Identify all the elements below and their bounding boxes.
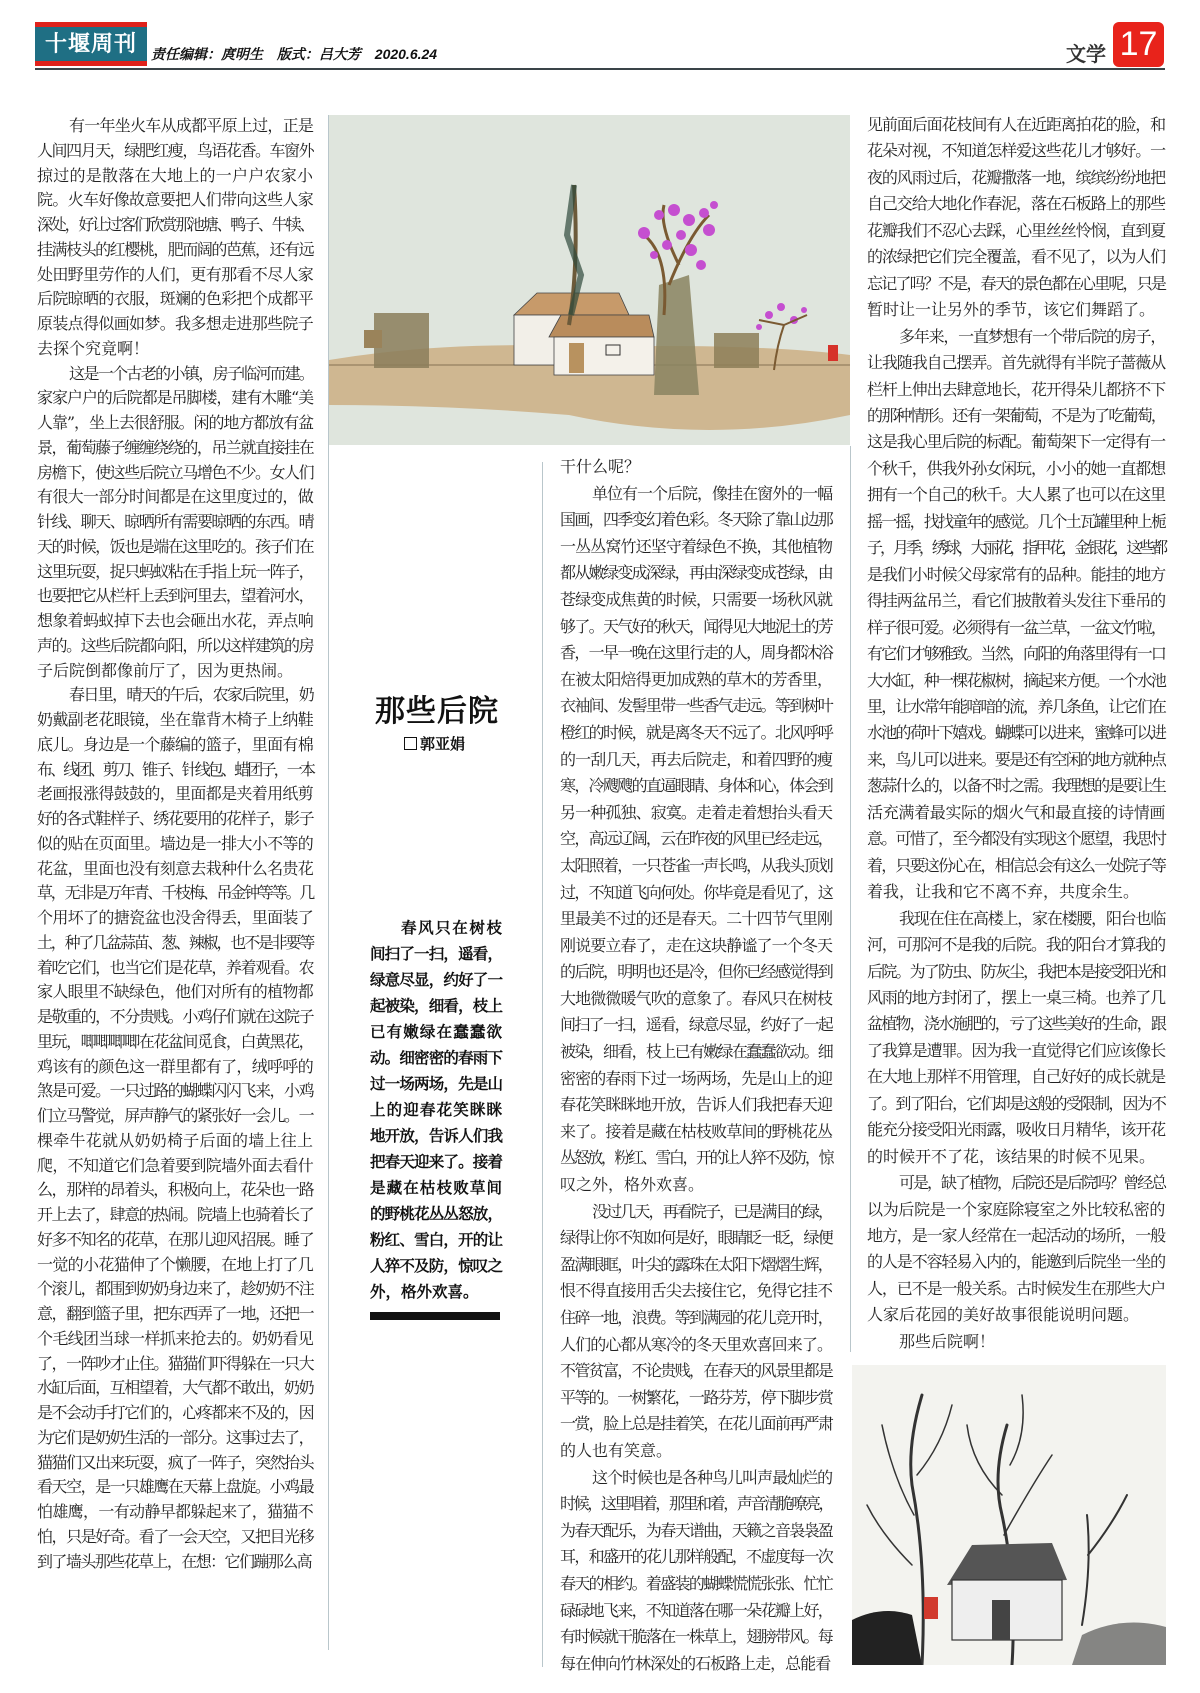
- pull-quote-line: 是藏在枯枝败草间: [370, 1178, 502, 1197]
- text-line: 个毛线团当球一样抓来抢去的。奶奶看见: [37, 1328, 313, 1348]
- text-line: 太阳照着，一只苍雀一声长鸣，从我头顶划: [560, 855, 832, 875]
- section-label: 文学: [1066, 44, 1106, 66]
- text-line: 让我随我自己摆弄。首先就得有半院子蔷薇从: [867, 353, 1165, 373]
- text-line: 我现在住在高楼上，家在楼腰，阳台也临: [899, 908, 1165, 928]
- paragraph: [867, 906, 1165, 1171]
- author-name: 郭亚娟: [420, 736, 466, 753]
- text-line: 好多不知名的花草，在那儿迎风招展。睡了: [37, 1229, 313, 1249]
- text-line: 一丛丛窝竹还坚守着绿色不换，其他植物: [560, 536, 832, 556]
- text-line: 老画报涨得鼓鼓的，里面都是夹着用纸剪: [37, 784, 313, 804]
- text-line: 想象着蚂蚁掉下去也会砸出水花，弄点响: [37, 611, 313, 630]
- column-divider: [850, 446, 851, 1352]
- text-line: 暂时让一让另外的季节，该它们舞蹈了。: [867, 300, 1156, 320]
- text-line: 处田野里劳作的人们，更有那看不尽人家: [37, 264, 313, 284]
- column-divider: [542, 462, 543, 1667]
- text-line: 水池的荷叶下嬉戏。蝴蝶可以进来，蜜蜂可以进: [867, 723, 1165, 743]
- rock-icon: [374, 313, 429, 368]
- text-line: 大水缸，种一棵花椒树，摘起来方便。一个水池: [867, 670, 1165, 690]
- pull-quote-line: 上的迎春花笑眯眯: [370, 1100, 502, 1119]
- text-line: 一觉的小花猫伸了个懒腰，在地上打了几: [37, 1254, 313, 1274]
- pull-quote-line: 把春天迎来了。接着: [370, 1152, 502, 1171]
- text-line: 栏杆上伸出去肆意地长，花开得朵儿都挤不下: [867, 379, 1165, 399]
- text-line: 子后院倒都像前厅了，因为更热闹。: [37, 660, 294, 680]
- text-line: 风雨的地方封闭了，摆上一桌三椅。也养了几: [867, 987, 1165, 1007]
- text-line: 够了。天气好的秋天，闻得见大地泥土的芳: [560, 616, 832, 636]
- article-title: 那些后院: [375, 694, 499, 729]
- text-line: 为春天配乐，为春天谱曲，天籁之音袅袅盈: [560, 1520, 832, 1540]
- text-line: 没过几天，再看院子，已是满目的绿，: [592, 1201, 832, 1221]
- text-line: 着，只要这份心在，相信总会有这么一处院子等: [867, 855, 1165, 875]
- text-line: 个秋千，供我外孙女闲玩，小小的她一直都想: [867, 458, 1165, 478]
- text-line: 国画，四季变幻着色彩。冬天除了靠山边那: [560, 510, 832, 530]
- text-line: 的那种情形。还有一架葡萄，不是为了吃葡萄，: [867, 405, 1165, 425]
- text-line: 样子很可爱。必须得有一盆兰草，一盆文竹啦，: [867, 617, 1165, 637]
- text-line: 寒，冷飕飕的直逼眼睛、身体和心，体会到: [560, 776, 832, 796]
- text-line: 个滚儿，都围到奶奶身边来了，趁奶奶不注: [37, 1279, 313, 1299]
- byline-box-icon: [404, 737, 417, 750]
- text-line: 可是，缺了植物，后院还是后院吗？曾经总: [899, 1173, 1165, 1193]
- paragraph: [867, 112, 1165, 324]
- pull-quote-line: 春风只在树枝: [401, 918, 502, 937]
- layout-credit: 版式：吕大芳: [276, 46, 361, 62]
- text-line: 猫猫们又出来玩耍，疯了一阵子，突然抬头: [37, 1452, 313, 1472]
- text-line: 似的贴在页面里。墙边是一排大小不等的: [37, 833, 313, 853]
- text-line: 这里玩耍，捉只蚂蚁粘在手指上玩一阵子，: [37, 561, 313, 581]
- text-line: 爬，不知道它们急着要到院墙外面去看什: [37, 1155, 313, 1175]
- pull-quote-line: 人猝不及防，惊叹之: [370, 1256, 502, 1275]
- text-line: 布、线团、剪刀、锥子、针线包、蜡团子，一本: [37, 759, 313, 779]
- artist-seal-icon: [924, 1597, 938, 1619]
- text-line: 叹之外，格外欢喜。: [560, 1175, 705, 1195]
- editor-credit: 责任编辑：庹明生: [151, 46, 263, 62]
- text-line: 都从嫩绿变成深绿，再由深绿变成苍绿，由: [560, 563, 832, 583]
- text-line: 间扫了一扫，遥看，绿意尽显，约好了一起: [560, 1015, 832, 1035]
- text-line: 声的。这些后院都向阳，所以这样建筑的房: [37, 635, 313, 655]
- text-line: 个用坏了的搪瓷盆也没舍得丢，里面装了: [37, 908, 313, 927]
- text-line: 针线、聊天、晾晒所有需要晾晒的东西。晴: [37, 512, 313, 531]
- text-line: 土，种了几盆蒜苗、葱、辣椒，也不是非要等: [37, 932, 313, 952]
- text-line: 以为后院是一个家庭除寝室之外比较私密的: [867, 1199, 1165, 1219]
- text-line: 这是一个古老的小镇，房子临河而建。: [69, 363, 313, 383]
- text-line: 的一刮几天，再去后院走，和着四野的瘦: [560, 749, 832, 769]
- text-line: 底儿。身边是一个藤编的篮子，里面有棉: [37, 734, 313, 754]
- text-line: 苍绿变成焦黄的时候，只需要一场秋风就: [560, 589, 832, 609]
- text-line: 着我，让我和它不离不弃，共度余生。: [867, 882, 1140, 902]
- text-line: 也要把它从栏杆上丢到河里去，望着河水，: [37, 586, 313, 606]
- text-line: 这个时候也是各种鸟儿叫声最灿烂的: [592, 1467, 832, 1487]
- text-line: 空，高远辽阔，云在昨夜的风里已经走远，: [560, 829, 832, 849]
- paragraph: [867, 1170, 1165, 1329]
- text-line: 花瓣我们不忍心去踩，心里丝丝怜悯，直到夏: [867, 220, 1165, 240]
- text-line: 绿得让你不知如何是好，眼睛眨一眨，绿便: [560, 1228, 832, 1248]
- text-line: 这是我心里后院的标配。葡萄架下一定得有一: [867, 432, 1165, 452]
- text-line: 水缸后面，互相望着，大气都不敢出，奶奶: [37, 1378, 313, 1398]
- text-line: 人，已不是一般关系。古时候发生在那些大户: [867, 1278, 1165, 1298]
- text-line: 每在伸向竹林深处的石板路上走，总能看: [560, 1653, 831, 1673]
- pull-quote-line: 间扫了一扫，遥看，: [370, 944, 502, 963]
- text-line: 是我们小时候父母家常有的品种。能挂的地方: [867, 564, 1165, 584]
- text-line: 花朵对视，不知道怎样爱这些花儿才够好。一: [867, 141, 1165, 161]
- text-line: 好的各式鞋样子、绣花要用的花样子，影子: [37, 809, 313, 828]
- text-line: 地方，是一家人经常在一起活动的场所，一般: [867, 1226, 1165, 1246]
- text-line: 另一种孤独、寂寞。走着走着想抬头看天: [560, 802, 832, 822]
- landscape-painting-illustration: [329, 115, 850, 445]
- text-line: 房檐下，使这些后院立马增色不少。女人们: [37, 462, 313, 482]
- text-line: 意，翻到篮子里，把东西弄了一地，还把一: [37, 1304, 313, 1323]
- text-line: 春天的相约。着盛装的蝴蝶慌慌张张、忙忙: [560, 1573, 832, 1593]
- text-line: 夜的风雨过后，花瓣撒落一地，缤缤纷纷地把: [867, 167, 1165, 187]
- text-line: 过，不知道飞向何处。你毕竟是看见了，这: [560, 882, 832, 902]
- text-line: 多年来，一直梦想有一个带后院的房子，: [899, 326, 1165, 346]
- paragraph: [560, 481, 832, 1199]
- pull-quote-line: 动。细密密的春雨下: [370, 1048, 502, 1067]
- pull-quote-line: 外，格外欢喜。: [370, 1282, 479, 1301]
- paragraph: [560, 454, 832, 481]
- text-line: 那些后院啊！: [899, 1331, 996, 1351]
- text-line: 盈满眼眶，叶尖的露珠在太阳下熠熠生辉，: [560, 1254, 832, 1274]
- text-line: 开上去了，肆意的热闹。院墙上也骑着长了: [37, 1205, 313, 1224]
- text-line: 着吃它们，也当它们是花草，养着观看。农: [37, 957, 313, 977]
- text-line: 的人是不容轻易入内的，能邀到后院坐一坐的: [867, 1252, 1165, 1272]
- paragraph: [560, 1465, 832, 1678]
- text-line: 煞是可爱。一只过路的蝴蝶闪闪飞来，小鸡: [37, 1081, 313, 1101]
- text-line: 挂满枝头的红樱桃，肥而阔的芭蕉，还有远: [37, 239, 313, 259]
- text-line: 的时候开不了花，该结果的时候不见果。: [867, 1146, 1156, 1166]
- text-line: 掠过的是散落在大地上的一户户农家小: [37, 165, 313, 185]
- text-line: 怕雄鹰，一有动静早都躲起来了，猫猫不: [37, 1502, 313, 1521]
- text-line: 了，一阵吵才止住。猫猫们吓得躲在一只大: [37, 1353, 313, 1373]
- text-line: 看天空，是一只雄鹰在天幕上盘旋。小鸡最: [37, 1477, 313, 1497]
- text-line: 衣袖间、发髻里带一些香气走远。等到树叶: [560, 696, 832, 716]
- text-line: 家人眼里不缺绿色，他们对所有的植物都: [37, 982, 313, 1002]
- header-rule: [35, 68, 1165, 70]
- text-line: 摇一摇，找找童年的感觉。几个土瓦罐里种上栀: [867, 511, 1165, 531]
- article-column-3: [867, 112, 1165, 1355]
- text-line: 子，月季，绣球，大丽花，指甲花，金银花，这些都: [867, 538, 1165, 558]
- pull-quote-line: 的野桃花丛丛怒放，: [370, 1204, 502, 1223]
- paragraph: [37, 683, 313, 1574]
- text-line: 大地微微暖气吹的意象了。春风只在树枝: [560, 988, 832, 1008]
- text-line: 密密的春雨下过一场两场，先是山上的迎: [560, 1068, 832, 1088]
- text-line: 景，葡萄藤子缠缠绕绕的，吊兰就直接挂在: [37, 437, 313, 457]
- pull-quote-line: 过一场两场，先是山: [370, 1074, 502, 1093]
- text-line: 恨不得直接用舌尖去接住它，免得它挂不: [560, 1281, 832, 1301]
- pull-quote-line: 粉红、雪白，开的让: [370, 1230, 502, 1249]
- text-line: 了。到了阳台，它们却是这般的受限制，因为不: [867, 1093, 1165, 1113]
- text-line: 有很大一部分时间都是在这里度过的，做: [37, 487, 313, 507]
- text-line: 么，那样的昂着头，积极向上，花朵也一路: [37, 1180, 313, 1200]
- text-line: 活充满着最实际的烟火气和最直接的诗情画: [867, 802, 1165, 822]
- text-line: 能充分接受阳光雨露，吸收日月精华，该开花: [867, 1120, 1165, 1140]
- pull-quote-line: 起被染，细看，枝上: [370, 996, 502, 1015]
- text-line: 葱蒜什么的，以备不时之需。我理想的是要让生: [867, 776, 1165, 796]
- text-line: 里玩，唧唧唧唧在花盆间觅食，白黄黑花，: [37, 1031, 313, 1051]
- article-column-1: [37, 114, 313, 1574]
- text-line: 春花笑眯眯地开放，告诉人们我把春天迎: [560, 1095, 832, 1115]
- text-line: 橙红的时候，就是离冬天不远了。北风呼呼: [560, 722, 832, 742]
- text-line: 的浓绿把它们完全覆盖，看不见了，以为人们: [867, 247, 1165, 267]
- text-line: 鸡该有的颜色这一群里都有了，绒呼呼的: [37, 1056, 313, 1076]
- text-line: 刚说要立春了，走在这块静谧了一个冬天: [560, 935, 832, 955]
- text-line: 天的时候，饭也是端在这里吃的。孩子们在: [37, 536, 313, 556]
- paragraph: [37, 114, 313, 362]
- paragraph: [867, 1329, 1165, 1355]
- text-line: 春日里，晴天的午后，农家后院里，奶: [69, 685, 313, 705]
- text-line: 香，一早一晚在这里行走的人，周身都沐浴: [560, 643, 832, 663]
- text-line: 草，无非是万年青、千枝梅、吊金钟等等。几: [37, 883, 313, 903]
- text-line: 在大地上那样不用管理，自己好好的成长就是: [867, 1067, 1165, 1087]
- text-line: 得挂两盆吊兰，看它们披散着头发往下垂吊的: [867, 591, 1165, 611]
- pull-quote-line: 地开放，告诉人们我: [370, 1126, 502, 1145]
- article-column-2: [560, 454, 832, 1677]
- text-line: 花盆，里面也没有刻意去栽种什么名贵花: [37, 858, 313, 878]
- pull-quote-bar: [370, 1312, 500, 1320]
- text-line: 丛怒放，粉红、雪白，开的让人猝不及防，惊: [560, 1148, 832, 1168]
- text-line: 的人也有笑意。: [560, 1440, 673, 1460]
- text-line: 干什么呢？: [560, 457, 641, 476]
- text-line: 有时候就干脆落在一株草上，翅膀带风。每: [560, 1627, 832, 1647]
- text-line: 里，让水常年能喑喑的流，养几条鱼，让它们在: [867, 696, 1165, 716]
- text-line: 有它们才够雅致。当然，向阳的角落里得有一口: [867, 644, 1165, 664]
- masthead-meta: [151, 44, 447, 64]
- text-line: 忘记了吗？不是，春天的景色都在心里呢，只是: [867, 273, 1165, 293]
- text-line: 院。火车好像故意要把人们带向这些人家: [37, 190, 313, 210]
- artist-seal-icon: [828, 345, 838, 361]
- text-line: 后院晾晒的衣服，斑斓的色彩把个成都平: [37, 289, 313, 309]
- text-line: 见前面后面花枝间有人在近距离拍花的脸，和: [867, 115, 1165, 134]
- paragraph: [37, 362, 313, 684]
- text-line: 人们的心都从寒冷的冬天里欢喜回来了。: [560, 1334, 832, 1354]
- text-line: 的后院，明明也还是冷，但你已经感觉得到: [560, 962, 832, 982]
- text-line: 河，可那河不是我的后院。我的阳台才算我的: [867, 935, 1165, 955]
- text-line: 棵牵牛花就从奶奶椅子后面的墙上往上: [37, 1130, 313, 1150]
- pull-quote-line: 绿意尽显，约好了一: [370, 970, 502, 989]
- newspaper-logo: 十堰周刊: [35, 22, 147, 66]
- text-line: 意。可惜了，至今都没有实现这个愿望，我思忖: [867, 829, 1165, 849]
- text-line: 人靠”，坐上去很舒服。闲的地方都放有盆: [37, 413, 313, 432]
- text-line: 家家户户的后院都是吊脚楼，建有木雕“美: [37, 388, 313, 408]
- text-line: 一赏，脸上总是挂着笑，在花儿面前再严肃: [560, 1414, 832, 1434]
- issue-date: 2020.6.24: [374, 46, 438, 62]
- text-line: 奶戴副老花眼镜，坐在靠背木椅子上纳鞋: [37, 710, 313, 729]
- text-line: 人间四月天，绿肥红瘦，鸟语花香。车窗外: [37, 140, 313, 160]
- text-line: 在被太阳焙得更加成熟的草木的芳香里，: [560, 669, 832, 689]
- text-line: 深处，好让过客们欣赏那池塘、鸭子、牛犊、: [37, 215, 313, 234]
- text-line: 时候，这里唱着，那里和着，声音清脆嘹亮，: [560, 1494, 832, 1514]
- page-number-badge: 17: [1113, 22, 1164, 67]
- text-line: 去探个究竟啊！: [37, 338, 150, 358]
- text-line: 不管贫富，不论贵贱，在春天的风景里都是: [560, 1361, 832, 1381]
- text-line: 来了。接着是藏在枯枝败草间的野桃花丛: [560, 1121, 832, 1141]
- ink-painting-illustration: [852, 1365, 1166, 1665]
- text-line: 自己交给大地化作春泥，落在石板路上的那些: [867, 194, 1165, 214]
- text-line: 有一年坐火车从成都平原上过，正是: [69, 116, 313, 135]
- paragraph: [867, 324, 1165, 906]
- text-line: 住碎一地，浪费。等到满园的花儿竞开时，: [560, 1308, 832, 1327]
- text-line: 是不会动手打它们的，心疼都来不及的，因: [37, 1403, 313, 1422]
- text-line: 们立马警觉，屏声静气的紧张好一会儿。一: [37, 1106, 313, 1125]
- text-line: 碌碌地飞来，不知道落在哪一朵花瓣上好，: [560, 1600, 832, 1620]
- article-author: [404, 733, 465, 754]
- text-line: 拥有一个自己的秋千。大人累了也可以在这里: [867, 485, 1165, 505]
- text-line: 单位有一个后院，像挂在窗外的一幅: [592, 483, 832, 503]
- text-line: 原装点得似画如梦。我多想走进那些院子: [37, 314, 313, 333]
- text-line: 平等的。一树繁花，一路芬芳，停下脚步赏: [560, 1387, 832, 1407]
- text-line: 为它们是奶奶生活的一部分。这事过去了，: [37, 1427, 313, 1447]
- text-line: 盆植物，浇水施肥的，亏了这些美好的生命，跟: [867, 1014, 1165, 1034]
- text-line: 被染，细看，枝上已有嫩绿在蠢蠢欲动。细: [560, 1042, 832, 1062]
- text-line: 耳，和盛开的花儿那样般配，不虚度每一次: [560, 1547, 832, 1567]
- text-line: 了我算是遭罪。因为我一直觉得它们应该像长: [867, 1040, 1165, 1060]
- text-line: 里最美不过的还是春天。二十四节气里刚: [560, 909, 832, 929]
- pull-quote: [370, 915, 502, 1305]
- text-line: 来，鸟儿可以进来。要是还有空闲的地方就种点: [867, 749, 1165, 769]
- text-line: 是敬重的，不分贵贱。小鸡仔们就在这院子: [37, 1007, 313, 1026]
- text-line: 后院。为了防虫、防灰尘，我把本是接受阳光和: [867, 961, 1165, 981]
- paragraph: [560, 1199, 832, 1465]
- pull-quote-line: 已有嫩绿在蠢蠢欲: [370, 1022, 502, 1041]
- text-line: 怕，只是好奇。看了一会天空，又把目光移: [37, 1526, 313, 1546]
- text-line: 到了墙头那些花草上，在想：它们蹦那么高: [37, 1551, 312, 1571]
- text-line: 人家后花园的美好故事很能说明问题。: [867, 1305, 1140, 1325]
